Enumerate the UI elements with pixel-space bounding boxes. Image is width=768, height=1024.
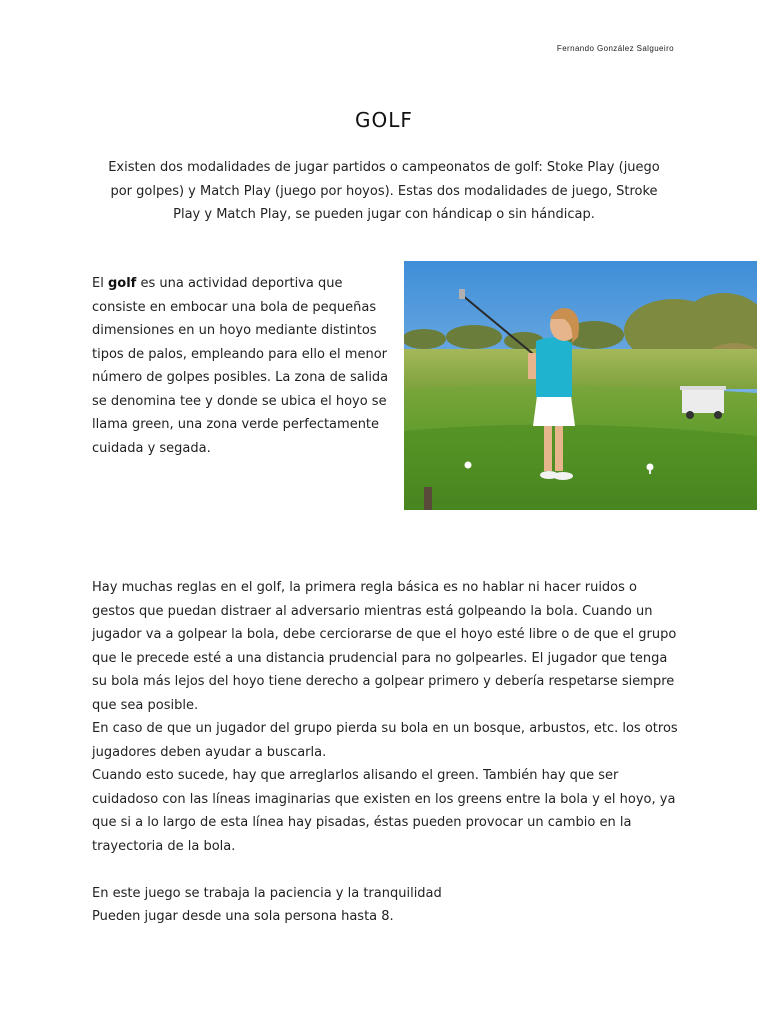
page-title: GOLF (355, 108, 413, 132)
rules-paragraph-4: En este juego se trabaja la paciencia y la tranquilidad (92, 885, 442, 901)
rules-paragraph-3: Cuando esto sucede, hay que arreglarlos alisando el green. También hay que ser cuidadoso con las líneas imaginarias que existen en los greens entre la bola y el hoyo, ya que si a lo largo de esta línea hay pisadas, éstas pueden provocar un cambio en la trayectoria de la bola. (92, 768, 676, 854)
author-name: Fernando González Salgueiro (556, 44, 674, 53)
paragraph-spacer (92, 858, 682, 882)
golf-definition-paragraph (92, 272, 392, 460)
definition-keyword: golf (107, 276, 137, 291)
definition-lead: El (92, 276, 108, 291)
golf-girl-photo (404, 261, 757, 510)
rules-paragraph-2: En caso de que un jugador del grupo pierda su bola en un bosque, arbustos, etc. los otros jugadores deben ayudar a buscarla. (92, 721, 678, 760)
intro-paragraph: Existen dos modalidades de jugar partidos o campeonatos de golf: Stoke Play (juego por golpes) y Match Play (juego por hoyos). Estas dos modalidades de juego, Stroke Play y Match Play, se pueden jugar con hándicap o sin hándicap. (108, 160, 660, 222)
rules-section (92, 576, 682, 929)
rules-paragraph-5: Pueden jugar desde una sola persona hasta 8. (92, 909, 394, 924)
definition-text: es una actividad deportiva que consiste en embocar una bola de pequeñas dimensiones en un hoyo mediante distintos tipos de palos, empleando para ello el menor número de golpes posibles. La zona de salida se denomina tee y donde se ubica el hoyo se llama green, una zona verde perfectamente cuidada y segada. (92, 276, 389, 456)
rules-paragraph-1: Hay muchas reglas en el golf, la primera regla básica es no hablar ni hacer ruidos o gestos que puedan distraer al adversario mientras está golpeando la bola. Cuando un jugador va a golpear la bola, debe cerciorarse de que el hoyo esté libre o de que el grupo que le precede esté a una distancia prudencial para no golpearles. El jugador que tenga su bola más lejos del hoyo tiene derecho a golpear primero y debería respetarse siempre que sea posible. (92, 580, 677, 713)
